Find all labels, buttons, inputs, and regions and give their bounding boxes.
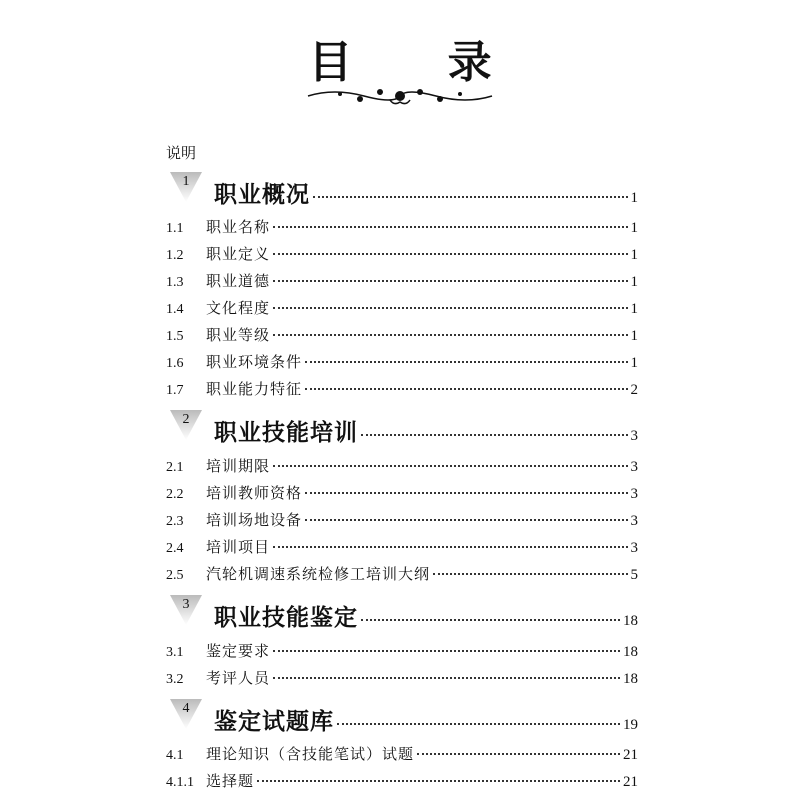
section-title: 培训场地设备 [206, 511, 303, 529]
dot-leader [361, 619, 620, 621]
section-number: 1.4 [166, 302, 184, 317]
dot-leader [305, 519, 627, 521]
dot-leader [273, 307, 627, 309]
page-number: 21 [623, 774, 638, 790]
toc-section-row[interactable] [166, 770, 638, 791]
page-number: 21 [623, 747, 638, 763]
dot-leader [273, 650, 620, 652]
page-number: 2 [630, 382, 638, 398]
dot-leader [337, 723, 620, 725]
chapter-title: 职业概况 [214, 182, 310, 208]
toc-section-row[interactable] [166, 563, 638, 584]
toc-chapter-row[interactable] [166, 410, 638, 447]
dot-leader [361, 434, 628, 436]
section-title: 文化程度 [206, 299, 271, 317]
page-number: 1 [630, 220, 638, 236]
chapter-title: 鉴定试题库 [214, 709, 334, 735]
toc-section-row[interactable] [166, 640, 638, 661]
section-number: 2.4 [166, 541, 184, 556]
section-title: 职业道德 [206, 272, 271, 290]
toc-section-row[interactable] [166, 743, 638, 764]
section-number: 1.3 [166, 275, 184, 290]
section-number: 2.2 [166, 487, 184, 502]
section-number: 3.2 [166, 672, 184, 687]
section-title: 职业等级 [206, 326, 271, 344]
chapter-number-badge [166, 410, 206, 440]
dot-leader [257, 780, 620, 782]
preface-entry[interactable]: 说明 [166, 144, 197, 162]
page-number: 3 [630, 513, 638, 529]
toc-section-row[interactable] [166, 270, 638, 291]
chapter-number: 4 [182, 701, 190, 716]
toc-section-row[interactable] [166, 297, 638, 318]
toc-section-row[interactable] [166, 243, 638, 264]
page-number: 1 [630, 274, 638, 290]
toc-section-row[interactable] [166, 216, 638, 237]
section-title: 选择题 [206, 772, 255, 790]
section-number: 4.1.1 [166, 775, 194, 790]
toc-section-row[interactable] [166, 378, 638, 399]
section-number: 1.5 [166, 329, 184, 344]
page-number: 18 [623, 613, 638, 629]
dot-leader [433, 573, 627, 575]
toc-section-row[interactable] [166, 536, 638, 557]
chapter-number: 1 [182, 174, 190, 189]
toc-chapter-row[interactable] [166, 595, 638, 632]
chapter-number-badge [166, 595, 206, 625]
toc-section-row[interactable] [166, 455, 638, 476]
chapter-title: 职业技能培训 [214, 420, 358, 446]
dot-leader [273, 465, 627, 467]
section-title: 汽轮机调速系统检修工培训大纲 [206, 565, 431, 583]
page-number: 1 [630, 190, 638, 206]
section-title: 职业能力特征 [206, 380, 303, 398]
section-number: 1.6 [166, 356, 184, 371]
page-number: 19 [623, 717, 638, 733]
page-number: 3 [630, 428, 638, 444]
section-number: 2.1 [166, 460, 184, 475]
page-number: 18 [623, 644, 638, 660]
dot-leader [273, 677, 620, 679]
section-title: 培训项目 [206, 538, 271, 556]
section-title: 考评人员 [206, 669, 271, 687]
section-number: 2.3 [166, 514, 184, 529]
toc-chapter-row[interactable] [166, 172, 638, 209]
dot-leader [273, 334, 627, 336]
page-number: 3 [630, 486, 638, 502]
page-number: 18 [623, 671, 638, 687]
section-number: 3.1 [166, 645, 184, 660]
section-number: 1.1 [166, 221, 184, 236]
chapter-number-badge [166, 699, 206, 729]
chapter-title: 职业技能鉴定 [214, 605, 358, 631]
section-number: 1.7 [166, 383, 184, 398]
toc-section-row[interactable] [166, 482, 638, 503]
dot-leader [273, 226, 627, 228]
chapter-number: 3 [182, 597, 190, 612]
page-number: 1 [630, 301, 638, 317]
dot-leader [417, 753, 620, 755]
page-number: 5 [630, 567, 638, 583]
section-title: 培训期限 [206, 457, 271, 475]
dot-leader [305, 492, 627, 494]
section-title: 理论知识（含技能笔试）试题 [206, 745, 415, 763]
toc-section-row[interactable] [166, 667, 638, 688]
page-number: 3 [630, 459, 638, 475]
toc-chapter-row[interactable] [166, 699, 638, 736]
page-number: 3 [630, 540, 638, 556]
page-number: 1 [630, 355, 638, 371]
section-title: 培训教师资格 [206, 484, 303, 502]
toc-section-row[interactable] [166, 324, 638, 345]
dot-leader [313, 196, 628, 198]
section-number: 1.2 [166, 248, 184, 263]
dot-leader [273, 253, 627, 255]
dot-leader [305, 361, 627, 363]
decorative-ornament [304, 84, 496, 108]
toc-section-row[interactable] [166, 509, 638, 530]
section-title: 职业定义 [206, 245, 271, 263]
section-title: 职业环境条件 [206, 353, 303, 371]
dot-leader [305, 388, 627, 390]
page-number: 1 [630, 328, 638, 344]
section-number: 4.1 [166, 748, 184, 763]
section-title: 鉴定要求 [206, 642, 271, 660]
chapter-number-badge [166, 172, 206, 202]
page-title: 目 录 [308, 37, 532, 88]
toc-section-row[interactable] [166, 351, 638, 372]
dot-leader [273, 280, 627, 282]
section-number: 2.5 [166, 568, 184, 583]
chapter-number: 2 [182, 412, 190, 427]
dot-leader [273, 546, 627, 548]
section-title: 职业名称 [206, 218, 271, 236]
page-number: 1 [630, 247, 638, 263]
